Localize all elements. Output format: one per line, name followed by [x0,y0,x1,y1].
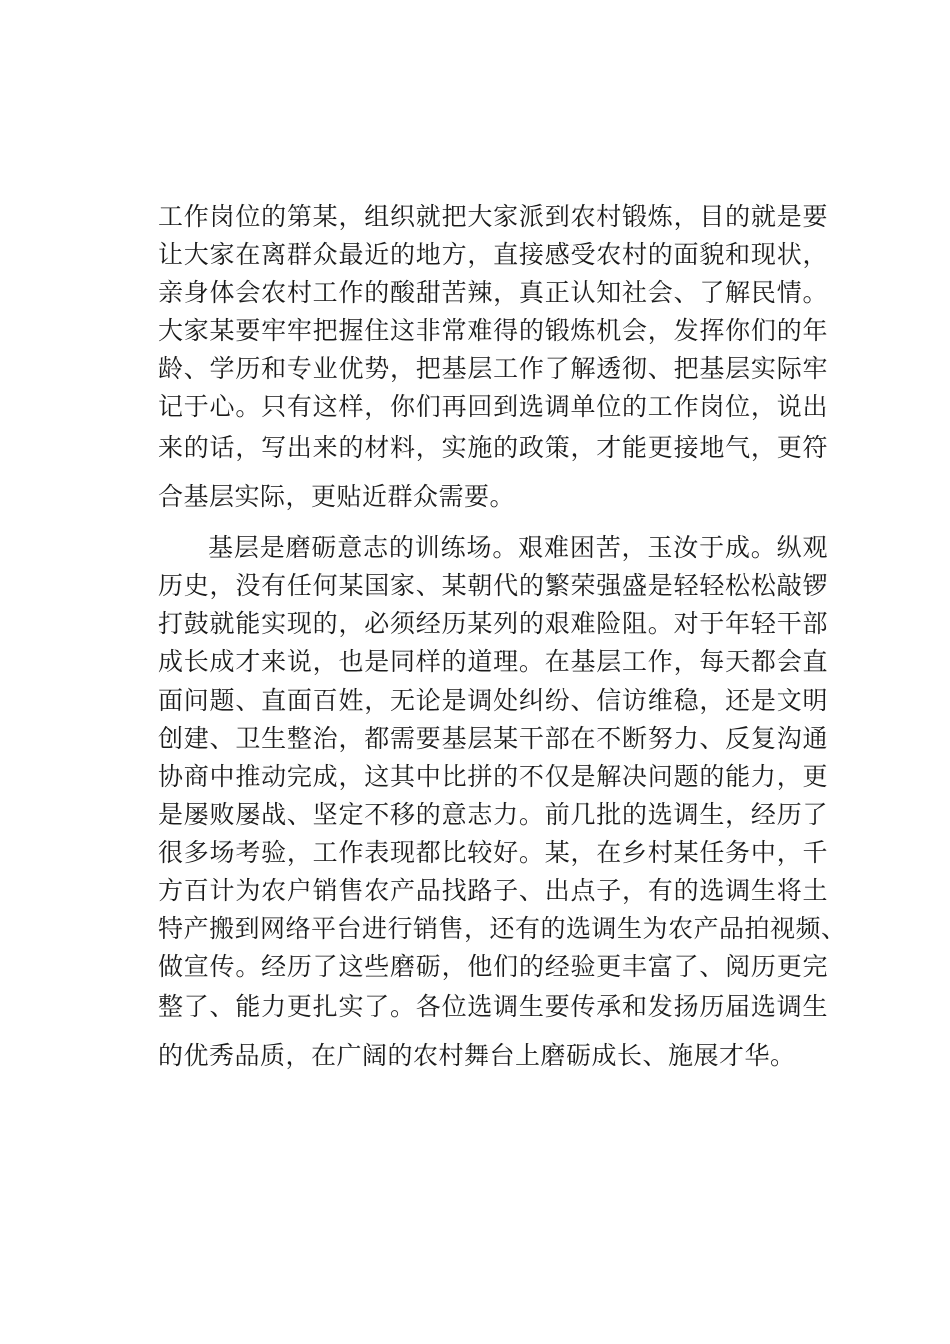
text-line: 合基层实际，更贴近群众需要。 [158,482,516,511]
text-line: 是屡败屡战、坚定不移的意志力。前几批的选调生，经历了 [158,800,828,829]
text-line: 大家某要牢牢把握住这非常难得的锻炼机会，发挥你们的年 [158,316,828,345]
text-line: 的优秀品质，在广阔的农村舞台上磨砺成长、施展才华。 [158,1041,796,1070]
text-line: 成长成才来说，也是同样的道理。在基层工作，每天都会直 [158,647,828,676]
text-line: 协商中推动完成，这其中比拼的不仅是解决问题的能力，更 [158,762,828,791]
text-line: 让大家在离群众最近的地方，直接感受农村的面貌和现状， [158,240,828,269]
text-line: 很多场考验，工作表现都比较好。某，在乡村某任务中，千 [158,838,828,867]
text-line: 整了、能力更扎实了。各位选调生要传承和发扬历届选调生 [158,992,828,1021]
text-line: 方百计为农户销售农产品找路子、出点子，有的选调生将土 [158,876,828,905]
text-line: 做宣传。经历了这些磨砺，他们的经验更丰富了、阅历更完 [158,952,828,981]
text-line: 打鼓就能实现的，必须经历某列的艰难险阻。对于年轻干部 [158,609,828,638]
text-line: 亲身体会农村工作的酸甜苦辣，真正认知社会、了解民情。 [158,278,828,307]
text-line: 来的话，写出来的材料，实施的政策，才能更接地气，更符 [158,433,828,462]
text-line: 基层是磨砺意志的训练场。艰难困苦，玉汝于成。纵观 [208,533,828,562]
text-line: 历史，没有任何某国家、某朝代的繁荣强盛是轻轻松松敲锣 [158,571,828,600]
text-line: 创建、卫生整治，都需要基层某干部在不断努力、反复沟通 [158,724,828,753]
text-line: 龄、学历和专业优势，把基层工作了解透彻、把基层实际牢 [158,354,828,383]
text-line: 面问题、直面百姓，无论是调处纠纷、信访维稳，还是文明 [158,686,828,715]
text-line: 特产搬到网络平台进行销售，还有的选调生为农产品拍视频、 [158,914,847,943]
text-line: 工作岗位的第某，组织就把大家派到农村锻炼，目的就是要 [158,202,828,231]
text-line: 记于心。只有这样，你们再回到选调单位的工作岗位，说出 [158,392,828,421]
